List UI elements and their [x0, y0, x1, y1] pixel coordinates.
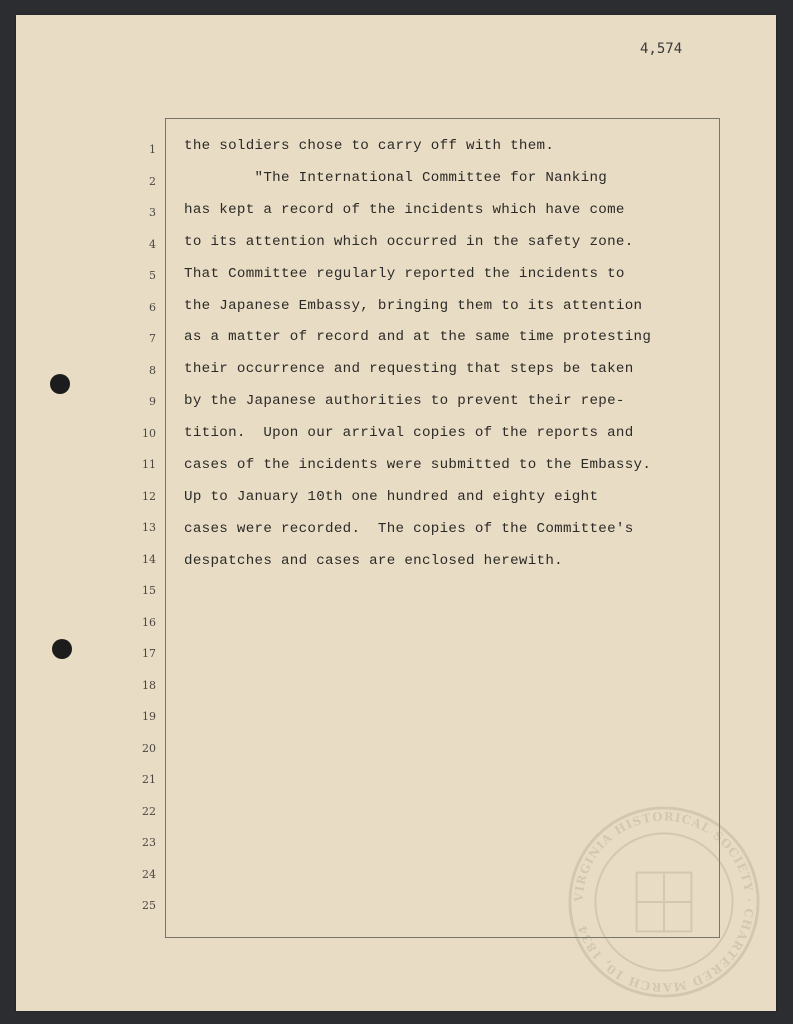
line-number: 22: [142, 804, 156, 818]
line-number: 8: [149, 363, 156, 377]
text-line: the soldiers chose to carry off with them.: [184, 138, 555, 154]
svg-text:VIRGINIA HISTORICAL SOCIETY ·: VIRGINIA HISTORICAL SOCIETY · CHARTERED MARCH 10, 1834: [571, 809, 757, 995]
line-number: 13: [142, 521, 156, 534]
line-number: 2: [149, 174, 156, 188]
text-line: cases of the incidents were submitted to the Embassy.: [184, 457, 652, 473]
line-number: 18: [142, 678, 156, 692]
page-number: 4,574: [640, 41, 683, 57]
text-line: That Committee regularly reported the incidents to: [184, 265, 625, 282]
text-line: "The International Committee for Nanking: [184, 169, 608, 186]
line-number: 17: [142, 647, 156, 660]
text-line: tition. Upon our arrival copies of the reports and: [184, 425, 634, 442]
line-number: 20: [142, 741, 156, 755]
text-line: cases were recorded. The copies of the Committee's: [184, 520, 634, 537]
line-number: 15: [142, 584, 156, 597]
line-number: 5: [149, 269, 156, 282]
line-number: 19: [142, 710, 156, 723]
line-number: 14: [142, 552, 156, 566]
historical-society-seal: [566, 804, 762, 1000]
line-number: 4: [149, 237, 156, 251]
line-number: 7: [149, 332, 156, 345]
text-line: their occurrence and requesting that steps be taken: [184, 361, 634, 378]
text-line: despatches and cases are enclosed herewith.: [184, 552, 563, 569]
text-line: to its attention which occurred in the safety zone.: [184, 233, 634, 250]
line-number: 16: [142, 615, 156, 629]
punch-hole-top: [50, 374, 70, 394]
line-number: 9: [149, 395, 156, 408]
line-number: 6: [149, 300, 156, 314]
line-number: 11: [142, 458, 156, 471]
line-number: 12: [142, 489, 156, 503]
line-number: 3: [149, 206, 156, 219]
punch-hole-bottom: [52, 639, 72, 659]
line-number: 25: [142, 899, 156, 912]
text-line: Up to January 10th one hundred and eighty eight: [184, 488, 599, 505]
line-number: 24: [142, 867, 156, 881]
line-number: 10: [142, 426, 156, 440]
line-number: 21: [142, 773, 156, 786]
text-line: by the Japanese authorities to prevent their repe-: [184, 393, 625, 410]
line-number: 23: [142, 836, 156, 849]
text-line: has kept a record of the incidents which have come: [184, 201, 625, 218]
text-line: the Japanese Embassy, bringing them to its attention: [184, 297, 643, 314]
line-number: 1: [149, 143, 156, 156]
text-line: as a matter of record and at the same time protesting: [184, 329, 652, 346]
